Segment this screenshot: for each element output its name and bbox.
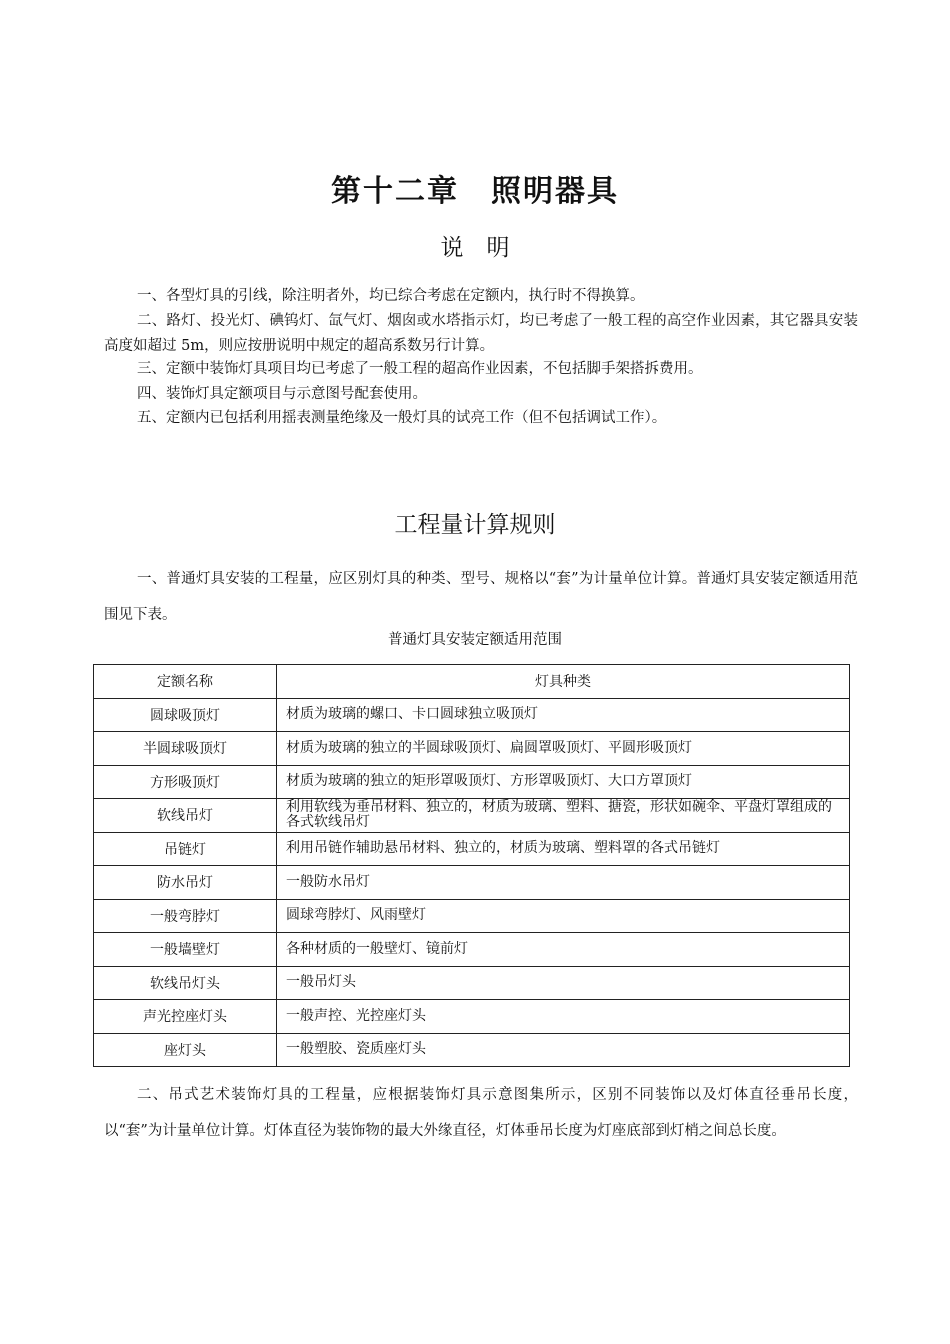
- table-row: [94, 1000, 850, 1034]
- quota-name-cell: 防水吊灯: [94, 866, 277, 900]
- explanation-item-1: 一、各型灯具的引线，除注明者外，均已综合考虑在定额内，执行时不得换算。: [137, 288, 645, 304]
- quota-name-cell: 软线吊灯: [94, 799, 277, 833]
- table-row: [94, 866, 850, 900]
- quota-name-cell: 一般弯脖灯: [94, 899, 277, 933]
- lamp-type-cell: 材质为玻璃的螺口、卡口圆球独立吸顶灯: [277, 698, 850, 732]
- table-row: [94, 966, 850, 1000]
- lamp-type-cell: 各种材质的一般壁灯、镜前灯: [277, 933, 850, 967]
- table-header-row: [94, 665, 850, 699]
- table-row: [94, 899, 850, 933]
- quota-name-cell: 声光控座灯头: [94, 1000, 277, 1034]
- explanation-item-5: 五、定额内已包括利用摇表测量绝缘及一般灯具的试亮工作（但不包括调试工作）。: [137, 410, 667, 426]
- lamp-scope-table: [93, 664, 850, 1067]
- quota-name-cell: 一般墙壁灯: [94, 933, 277, 967]
- header-quota-name: 定额名称: [94, 665, 277, 699]
- quota-name-cell: 半圆球吸顶灯: [94, 732, 277, 766]
- table-row: [94, 799, 850, 833]
- table-row: [94, 933, 850, 967]
- table-row: [94, 765, 850, 799]
- lamp-type-cell: 一般塑胶、瓷质座灯头: [277, 1033, 850, 1067]
- explanation-title: 说 明: [440, 235, 510, 261]
- rule-1-paragraph: 一、普通灯具安装的工程量，应区别灯具的种类、型号、规格以“套”为计量单位计算。普通灯具安装定额适用范围见下表。: [104, 571, 858, 623]
- rules-title: 工程量计算规则: [394, 512, 556, 538]
- table-row: [94, 832, 850, 866]
- explanation-item-4: 四、装饰灯具定额项目与示意图号配套使用。: [137, 386, 427, 402]
- lamp-type-cell: 材质为玻璃的独立的半圆球吸顶灯、扁圆罩吸顶灯、平圆形吸顶灯: [277, 732, 850, 766]
- quota-name-cell: 软线吊灯头: [94, 966, 277, 1000]
- lamp-type-cell: 圆球弯脖灯、风雨壁灯: [277, 899, 850, 933]
- explanation-item-2: 二、路灯、投光灯、碘钨灯、氙气灯、烟囱或水塔指示灯，均已考虑了一般工程的高空作业因素，其它器具安装高度如超过 5m，则应按册说明中规定的超高系数另行计算。: [104, 313, 858, 354]
- table-row: [94, 1033, 850, 1067]
- lamp-type-cell: 一般吊灯头: [277, 966, 850, 1000]
- lamp-type-cell: 利用吊链作辅助悬吊材料、独立的，材质为玻璃、塑料罩的各式吊链灯: [277, 832, 850, 866]
- table-row: [94, 698, 850, 732]
- table-caption: 普通灯具安装定额适用范围: [388, 632, 562, 648]
- rule-2-paragraph: 二、吊式艺术装饰灯具的工程量，应根据装饰灯具示意图集所示，区别不同装饰以及灯体直径垂吊长度，以“套”为计量单位计算。灯体直径为装饰物的最大外缘直径，灯体垂吊长度为灯座底部到灯梢之间总长度。: [104, 1087, 858, 1139]
- header-lamp-type: 灯具种类: [277, 665, 850, 699]
- lamp-type-cell: 一般防水吊灯: [277, 866, 850, 900]
- lamp-type-cell: 材质为玻璃的独立的矩形罩吸顶灯、方形罩吸顶灯、大口方罩顶灯: [277, 765, 850, 799]
- quota-name-cell: 座灯头: [94, 1033, 277, 1067]
- explanation-item-3: 三、定额中装饰灯具项目均已考虑了一般工程的超高作业因素，不包括脚手架搭拆费用。: [137, 361, 703, 377]
- chapter-title: 第十二章 照明器具: [331, 174, 619, 209]
- table-row: [94, 732, 850, 766]
- quota-name-cell: 方形吸顶灯: [94, 765, 277, 799]
- quota-name-cell: 吊链灯: [94, 832, 277, 866]
- lamp-type-cell: 利用软线为垂吊材料、独立的，材质为玻璃、塑料、搪瓷，形状如碗伞、平盘灯罩组成的各式软线吊灯: [277, 799, 850, 833]
- lamp-type-cell: 一般声控、光控座灯头: [277, 1000, 850, 1034]
- quota-name-cell: 圆球吸顶灯: [94, 698, 277, 732]
